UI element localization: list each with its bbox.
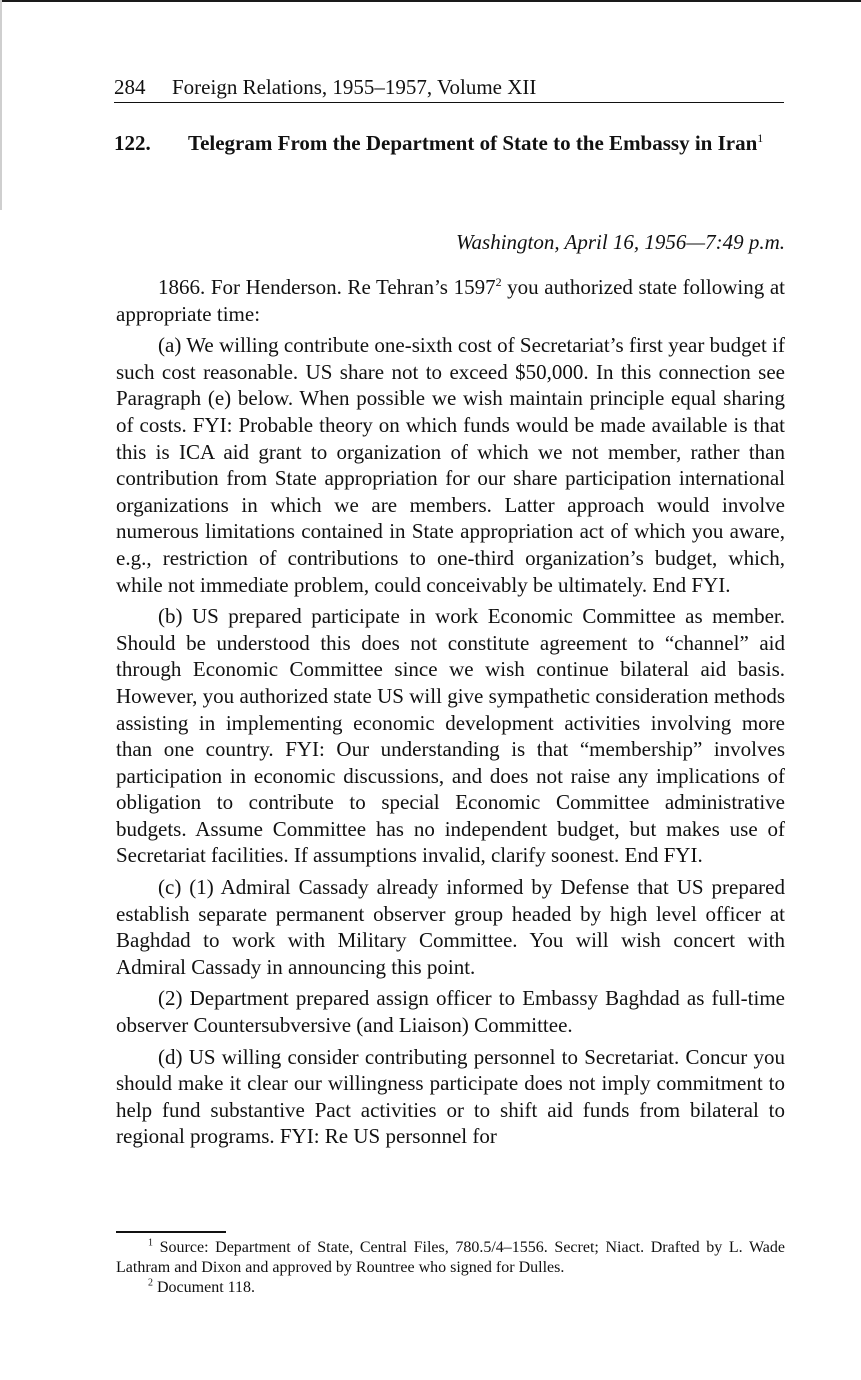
paragraph-d: (d) US willing consider contributing personnel to Secretariat. Concur you should make it clear our willingness participate does not imply commitment to help fund substantive Pact activities or to shift aid funds from bilateral to regional programs. FYI: Re US personnel for [116, 1044, 785, 1149]
running-title: Foreign Relations, 1955–1957, Volume XII [172, 75, 537, 99]
telegram-body [116, 274, 785, 1155]
footnotes [116, 1238, 785, 1298]
scan-border-top [0, 0, 861, 2]
document-title: Telegram From the Department of State to the Embassy in Iran [188, 131, 758, 155]
page-number: 284 [114, 75, 146, 99]
scan-border-left [0, 0, 2, 210]
dateline: Washington, April 16, 1956—7:49 p.m. [455, 230, 785, 254]
document-title-block [188, 130, 786, 156]
paragraph-intro [116, 274, 785, 327]
footnote-text: Document 118. [157, 1279, 256, 1296]
footnote-divider [116, 1231, 226, 1233]
footnote-ref-2: 2 [495, 275, 502, 289]
intro-text: 1866. For Henderson. Re Tehran’s 1597 [158, 275, 496, 299]
document-number: 122. [114, 131, 151, 155]
paragraph-c2: (2) Department prepared assign officer to Embassy Baghdad as full-time observer Countersubversive (and Liaison) Committee. [116, 986, 785, 1038]
paragraph-a: (a) We willing contribute one-sixth cost of Secretariat’s first year budget if such cost reasonable. US share not to exceed $50,000. In this connection see Paragraph (e) below. When possible we wish maintain principle equal sharing of costs. FYI: Probable theory on which funds would be made available is that this is ICA aid grant to organization of which we not member, rather than contribution from State appropriation for our share participation international organizations in which we are members. Latter approach would involve numerous limitations contained in State appropriation act of which you aware, e.g., restriction of contributions to one-third organization’s budget, which, while not immediate problem, could conceivably be ultimately. End FYI. [116, 333, 785, 597]
footnote-mark: 2 [148, 1277, 153, 1289]
footnote-2 [116, 1278, 785, 1298]
paragraph-c1: (c) (1) Admiral Cassady already informed by Defense that US prepared establish separate permanent observer group headed by high level officer at Baghdad to work with Military Committee. You will wish concert with Admiral Cassady in announcing this point. [116, 875, 785, 979]
footnote-text: Source: Department of State, Central Files, 780.5/4–1556. Secret; Niact. Drafted by L. Wade Lathram and Dixon and approved by Rountree who signed for Dulles. [116, 1239, 786, 1276]
footnote-mark: 1 [148, 1237, 153, 1249]
paragraph-b: (b) US prepared participate in work Economic Committee as member. Should be understood this does not constitute agreement to “channel” aid through Economic Committee since we wish continue bilateral aid basis. However, you authorized state US will give sympathetic consideration methods assisting in implementing economic development activities involving more than one country. FYI: Our understanding is that “membership” involves participation in economic discussions, and does not raise any implications of obligation to contribute to special Economic Committee administrative budgets. Assume Committee has no independent budget, but makes use of Secretariat facilities. If assumptions invalid, clarify soonest. End FYI. [116, 604, 785, 868]
footnote-1 [116, 1238, 785, 1278]
running-header [114, 74, 784, 103]
footnote-ref-1: 1 [757, 131, 764, 145]
intro-text-continued: you authorized state following at appropriate time: [116, 275, 785, 326]
